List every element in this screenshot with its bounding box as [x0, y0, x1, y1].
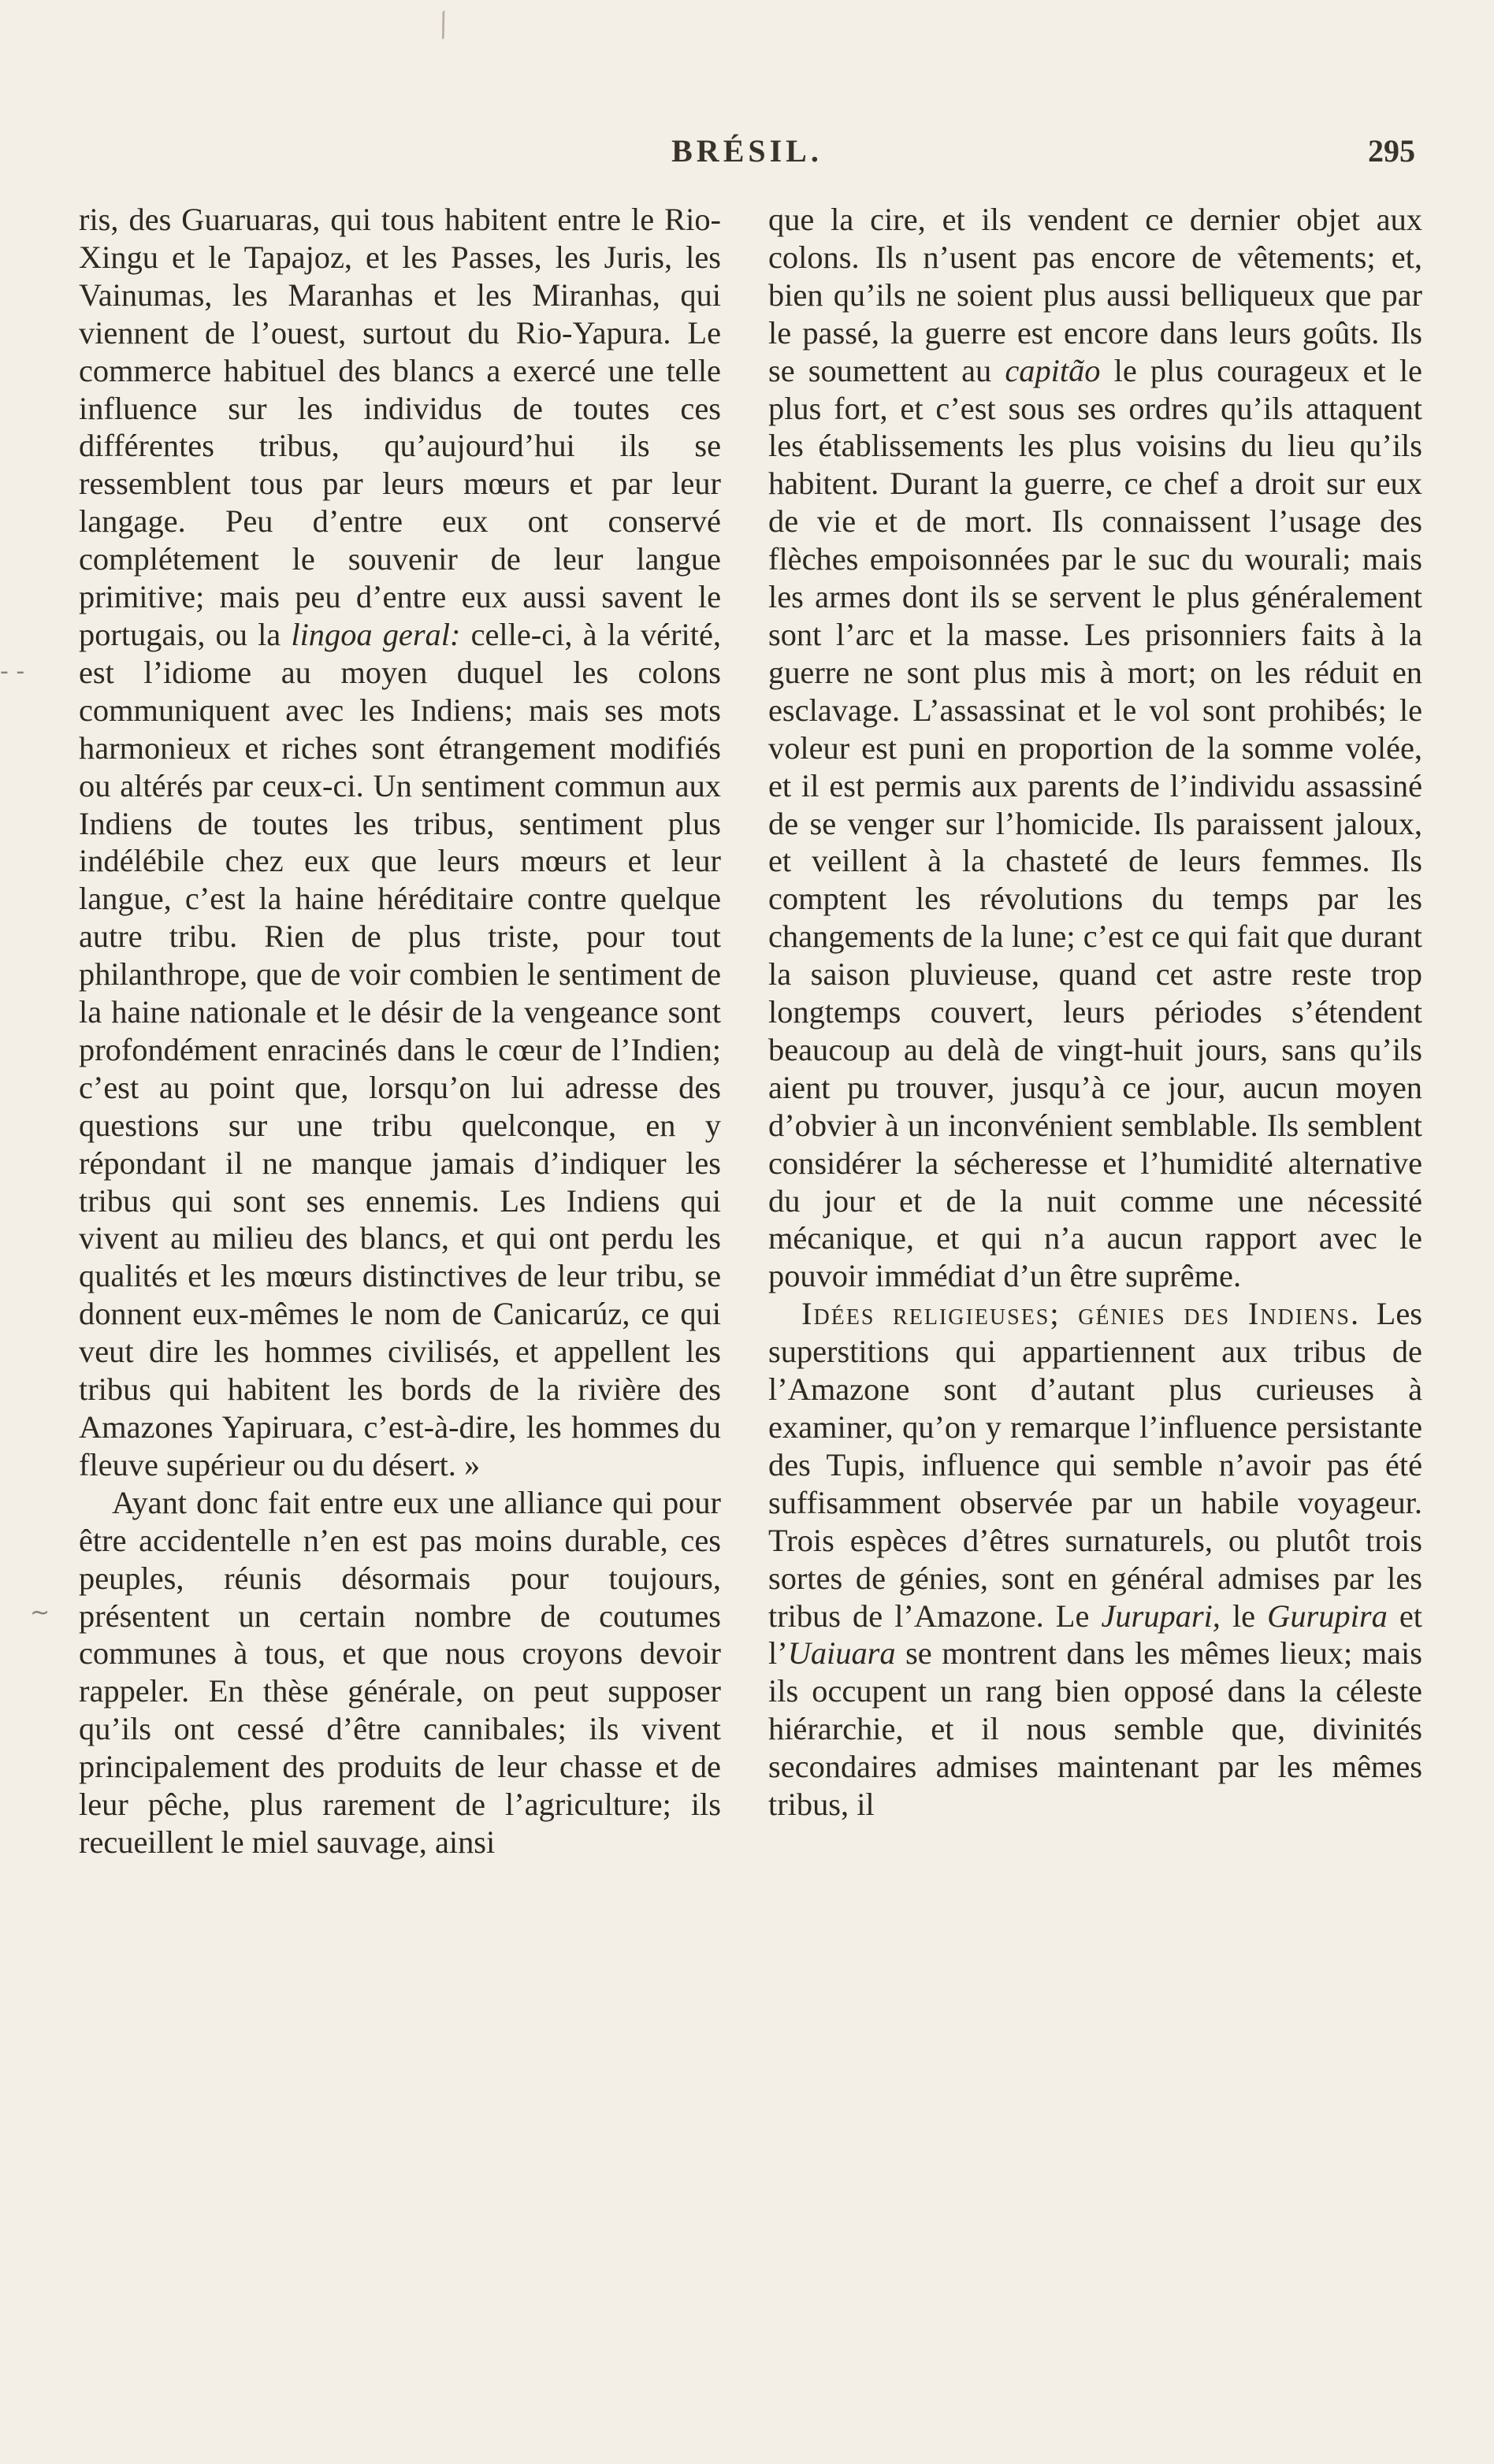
left-column	[79, 201, 721, 2280]
paragraph-text: celle-ci, à la vérité, est l’idiome au moyen duquel les colons communiquent avec les Indiens; mais ses mots harmonieux et riches sont étrangement modifiés ou altérés par ceux-ci. Un sentiment commun aux Indiens de toutes les tribus, sentiment plus indélébile chez eux que leurs mœurs et leur langue, c’est la haine héréditaire contre quelque autre tribu. Rien de plus triste, pour tout philanthrope, que de voir combien le sentiment de la haine nationale et le désir de la vengeance sont profondément enracinés dans le cœur de l’Indien; c’est au point que, lorsqu’on lui adresse des questions sur une tribu quelconque, en y répondant il ne manque jamais d’indiquer les tribus qui sont ses ennemis. Les Indiens qui vivent au milieu des blancs, et qui ont perdu les qualités et les mœurs distinctives de leur tribu, se donnent eux-mêmes le nom de Canicarúz, ce qui veut dire les hommes civilisés, et appellent les tribus qui habitent les bords de la rivière des Amazones Yapiruara, c’est-à-dire, les hommes du fleuve supérieur ou du désert. »	[79, 616, 721, 1482]
paragraph-text: le plus courageux et le plus fort, et c’est sous ses ordres qu’ils attaquent les établissements les plus voisins du lieu qu’ils habitent. Durant la guerre, ce chef a droit sur eux de vie et de mort. Ils connaissent l’usage des flèches empoisonnées par le suc du wourali; mais les armes dont ils se servent le plus généralement sont l’arc et la masse. Les prisonniers faits à la guerre ne sont plus mis à mort; on les réduit en esclavage. L’assassinat et le vol sont prohibés; le voleur est puni en proportion de la somme volée, et il est permis aux parents de l’individu assassiné de se venger sur l’homicide. Ils paraissent jaloux, et veillent à la chasteté de leurs femmes. Ils comptent les révolutions du temps par les changements de la lune; c’est ce qui fait que durant la saison pluvieuse, quand cet astre reste trop longtemps couvert, leurs périodes s’étendent beaucoup au delà de vingt-huit jours, sans qu’ils aient pu trouver, jusqu’à ce jour, aucun moyen d’obvier à un inconvénient semblable. Ils semblent considérer la sécheresse et l’humidité alternative du jour et de la nuit comme une nécessité mécanique, et qui n’a aucun rapport avec le pouvoir immédiat d’un être suprême.	[768, 352, 1422, 1294]
paragraph-text: se montrent dans les mêmes lieux; mais ils occupent un rang bien opposé dans la céleste hiérarchie, et il nous semble que, divinités secondaires admises maintenant par les mêmes tribus, il	[768, 1635, 1422, 1823]
paragraph	[768, 1295, 1422, 1824]
margin-dash-mark: - -	[0, 658, 25, 685]
margin-dash-mark: ~	[30, 1599, 50, 1627]
paragraph-text: ris, des Guaruaras, qui tous habitent entre le Rio-Xingu et le Tapajoz, et les Passes, les Juris, les Vainumas, les Maranhas et les Miranhas, qui viennent de l’ouest, surtout du Rio-Yapura. Le commerce habituel des blancs a exercé une telle influence sur les individus de toutes ces différentes tribus, qu’aujourd’hui ils se ressemblent tous par leurs mœurs et par leur langage. Peu d’entre eux ont conservé complétement le souvenir de leur langue primitive; mais peu d’entre eux aussi savent le portugais, ou la	[79, 202, 721, 652]
italic-term: capitão	[1005, 352, 1101, 388]
right-column	[768, 201, 1422, 2280]
running-title: BRÉSIL.	[671, 133, 823, 169]
margin-pencil-mark: ⁄	[432, 9, 455, 43]
paragraph	[79, 201, 721, 1484]
italic-term: Uaiuara	[787, 1635, 896, 1672]
section-heading: Idées religieuses; génies des Indiens.	[801, 1296, 1361, 1332]
paragraph	[768, 201, 1422, 1295]
paragraph-text: que la cire, et ils vendent ce dernier objet aux colons. Ils n’usent pas encore de vêtements; et, bien qu’ils ne soient plus aussi belliqueux que par le passé, la guerre est encore dans leurs goûts. Ils se soumettent au	[768, 202, 1422, 388]
paragraph-text: Ayant donc fait entre eux une alliance qui pour être accidentelle n’en est pas moins durable, ces peuples, réunis désormais pour toujours, présentent un certain nombre de coutumes communes à tous, et que nous croyons devoir rappeler. En thèse générale, on peut supposer qu’ils ont cessé d’être cannibales; ils vivent principalement des produits de leur chasse et de leur pêche, plus rarement de l’agriculture; ils recueillent le miel sauvage, ainsi	[79, 1484, 721, 1860]
italic-term: Jurupari,	[1101, 1598, 1221, 1634]
page-header	[0, 132, 1494, 180]
paragraph-text: le	[1232, 1598, 1256, 1634]
paragraph	[79, 1484, 721, 1861]
paragraph-text: Les superstitions qui appartiennent aux tribus de l’Amazone sont d’autant plus curieuses à examiner, qu’on y remarque l’influence persistante des Tupis, influence qui semble n’avoir pas été suffisamment observée par un habile voyageur. Trois espèces d’êtres surnaturels, ou plutôt trois sortes de génies, sont en général admises par les tribus de l’Amazone. Le	[768, 1296, 1422, 1634]
paragraph-text: et l’	[768, 1598, 1422, 1672]
italic-term: Gurupira	[1267, 1598, 1388, 1634]
italic-term: lingoa geral:	[291, 616, 461, 652]
page-number: 295	[1368, 133, 1415, 169]
